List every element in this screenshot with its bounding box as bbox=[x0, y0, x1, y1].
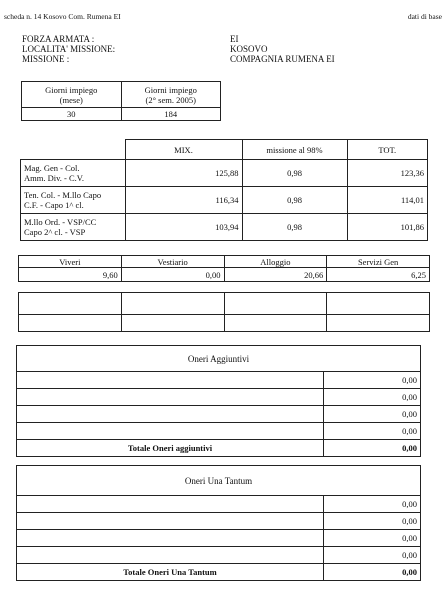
value-missione: COMPAGNIA RUMENA EI bbox=[230, 54, 335, 64]
info-values bbox=[230, 34, 335, 64]
servizi-value-vestiario: 0,00 bbox=[121, 268, 224, 282]
giorni-mese-value: 30 bbox=[22, 108, 122, 121]
table-row bbox=[17, 372, 421, 389]
empty-grid-table bbox=[18, 292, 430, 332]
giorni-impiego-table bbox=[21, 81, 221, 121]
personale-header-missione: missione al 98% bbox=[242, 140, 347, 160]
table-row bbox=[17, 496, 421, 513]
personale-row-label: M.llo Ord. - VSP/CC Capo 2^ cl. - VSP bbox=[21, 214, 126, 241]
oneri-aggiuntivi-label bbox=[17, 372, 324, 389]
oneri-aggiuntivi-value: 0,00 bbox=[324, 406, 421, 423]
personale-row-mix: 103,94 bbox=[125, 214, 242, 241]
oneri-una-tantum-value: 0,00 bbox=[324, 530, 421, 547]
servizi-value-viveri: 9,60 bbox=[19, 268, 122, 282]
empty-cell bbox=[327, 315, 430, 332]
table-row bbox=[17, 423, 421, 440]
empty-cell bbox=[121, 315, 224, 332]
table-row bbox=[17, 530, 421, 547]
oneri-aggiuntivi-label bbox=[17, 389, 324, 406]
label-missione: MISSIONE : bbox=[22, 54, 70, 64]
value-forza-armata: EI bbox=[230, 34, 239, 44]
personale-header-empty bbox=[21, 140, 126, 160]
empty-cell bbox=[224, 293, 327, 315]
oneri-aggiuntivi-value: 0,00 bbox=[324, 389, 421, 406]
personale-header-mix: MIX. bbox=[125, 140, 242, 160]
personale-row-tot: 114,01 bbox=[347, 187, 428, 214]
empty-cell bbox=[19, 315, 122, 332]
table-row bbox=[17, 513, 421, 530]
oneri-aggiuntivi-total-label: Totale Oneri aggiuntivi bbox=[17, 440, 324, 457]
label-forza-armata: FORZA ARMATA : bbox=[22, 34, 95, 44]
oneri-una-tantum-total: 0,00 bbox=[324, 564, 421, 581]
table-row bbox=[21, 160, 428, 187]
personale-row-mix: 125,88 bbox=[125, 160, 242, 187]
servizi-header-alloggio: Alloggio bbox=[224, 256, 327, 268]
servizi-value-alloggio: 20,66 bbox=[224, 268, 327, 282]
table-row bbox=[17, 547, 421, 564]
oneri-una-tantum-title: Oneri Una Tantum bbox=[17, 466, 421, 496]
servizi-table bbox=[18, 255, 430, 282]
servizi-header-vestiario: Vestiario bbox=[121, 256, 224, 268]
oneri-una-tantum-label bbox=[17, 496, 324, 513]
oneri-aggiuntivi-total: 0,00 bbox=[324, 440, 421, 457]
table-row bbox=[21, 187, 428, 214]
personale-row-label: Ten. Col. - M.llo Capo C.F. - Capo 1^ cl. bbox=[21, 187, 126, 214]
oneri-aggiuntivi-value: 0,00 bbox=[324, 372, 421, 389]
value-localita-missione: KOSOVO bbox=[230, 44, 268, 54]
empty-cell bbox=[121, 293, 224, 315]
giorni-semestre-value: 184 bbox=[121, 108, 221, 121]
oneri-una-tantum-label bbox=[17, 513, 324, 530]
oneri-aggiuntivi-title: Oneri Aggiuntivi bbox=[17, 346, 421, 372]
oneri-una-tantum-value: 0,00 bbox=[324, 547, 421, 564]
oneri-una-tantum-label bbox=[17, 547, 324, 564]
oneri-una-tantum-table bbox=[16, 465, 421, 581]
oneri-una-tantum-total-label: Totale Oneri Una Tantum bbox=[17, 564, 324, 581]
servizi-header-viveri: Viveri bbox=[19, 256, 122, 268]
oneri-una-tantum-value: 0,00 bbox=[324, 496, 421, 513]
table-row bbox=[17, 406, 421, 423]
oneri-una-tantum-value: 0,00 bbox=[324, 513, 421, 530]
oneri-aggiuntivi-label bbox=[17, 406, 324, 423]
sheet-header-left: scheda n. 14 Kosovo Com. Rumena EI bbox=[4, 12, 121, 21]
personale-row-label: Mag. Gen - Col. Amm. Div. - C.V. bbox=[21, 160, 126, 187]
sheet-header-right: dati di base bbox=[407, 12, 442, 21]
personale-row-pct: 0,98 bbox=[242, 187, 347, 214]
table-row bbox=[17, 389, 421, 406]
oneri-una-tantum-label bbox=[17, 530, 324, 547]
personale-row-mix: 116,34 bbox=[125, 187, 242, 214]
servizi-header-servizi-gen: Servizi Gen bbox=[327, 256, 430, 268]
label-localita-missione: LOCALITA' MISSIONE: bbox=[22, 44, 116, 54]
servizi-value-servizi-gen: 6,25 bbox=[327, 268, 430, 282]
personale-row-tot: 101,86 bbox=[347, 214, 428, 241]
empty-cell bbox=[327, 293, 430, 315]
empty-cell bbox=[224, 315, 327, 332]
personale-header-tot: TOT. bbox=[347, 140, 428, 160]
oneri-aggiuntivi-value: 0,00 bbox=[324, 423, 421, 440]
oneri-aggiuntivi-table bbox=[16, 345, 421, 457]
giorni-mese-header: Giorni impiego (mese) bbox=[22, 82, 122, 108]
personale-row-tot: 123,36 bbox=[347, 160, 428, 187]
personale-table bbox=[20, 139, 428, 241]
personale-row-pct: 0,98 bbox=[242, 160, 347, 187]
giorni-semestre-header: Giorni impiego (2° sem. 2005) bbox=[121, 82, 221, 108]
info-labels bbox=[22, 34, 115, 64]
empty-cell bbox=[19, 293, 122, 315]
personale-row-pct: 0,98 bbox=[242, 214, 347, 241]
oneri-aggiuntivi-label bbox=[17, 423, 324, 440]
table-row bbox=[21, 214, 428, 241]
